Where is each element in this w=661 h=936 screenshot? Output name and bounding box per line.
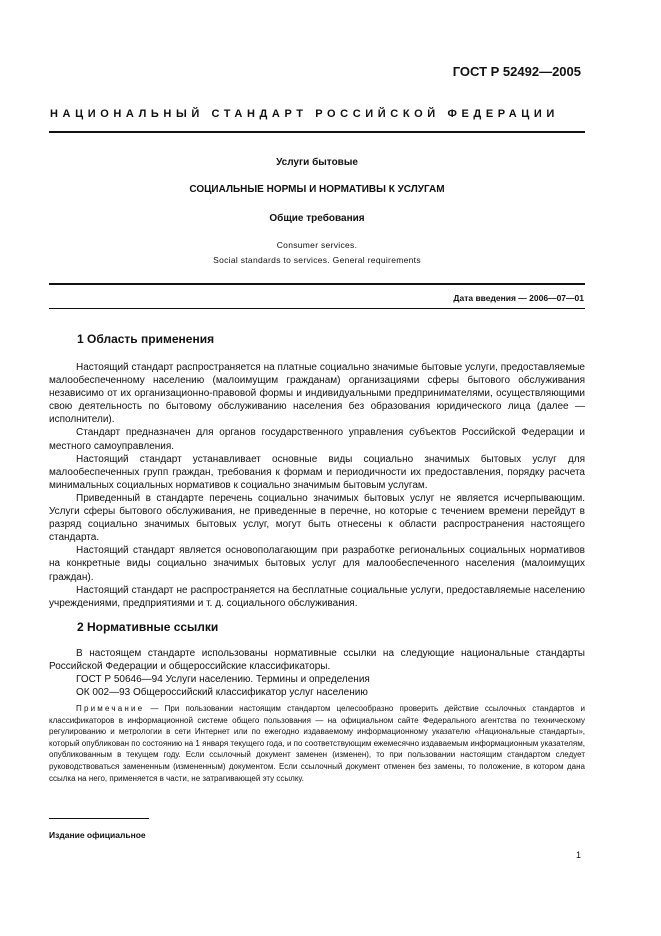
title-main: СОЦИАЛЬНЫЕ НОРМЫ И НОРМАТИВЫ К УСЛУГАМ [189,184,445,195]
paragraph: Настоящий стандарт не распространяется на бесплатные социальные услуги, предоставляемые населению учреждениями, предприятиями и т. д. социального обслуживания. [49,584,585,609]
title-english-line2: Social standards to services. General requirements [213,255,421,265]
header-divider [49,131,585,133]
footnote-divider [49,818,149,819]
title-english-line1: Consumer services. [276,240,358,250]
section-1-heading: 1 Область применения [77,332,215,346]
section-2-body [49,647,585,699]
note-text: — При пользовании настоящим стандартом целесообразно проверить действие ссылочных стандартов и классификаторов в информационной системе общего пользования — на официальном сайте Федерального агентства по техническому регулированию и метрологии в сети Интернет или по ежегодно издаваемому информационному указателю «Национальные стандарты», который опубликован по состоянию на 1 января текущего года, и по соответствующим ежемесячно издаваемым информационным указателям, опубликованным в текущем году. Если ссылочный документ заменен (изменен), то при пользовании настоящим стандартом следует руководствоваться замененным (измененным) документом. Если ссылочный документ отменен без замены, то положение, в котором дана ссылка на него, применяется в части, не затрагивающей эту ссылку. [49,704,585,783]
paragraph: Настоящий стандарт устанавливает основные виды социально значимых бытовых услуг для малообеспеченных групп граждан, требования к формам и периодичности их предоставления, порядку расчета минимальных социальных нормативов к социально значимым бытовым услугам. [49,453,585,491]
note [49,703,585,784]
paragraph: Настоящий стандарт является основополагающим при разработке региональных социальных нормативов на конкретные виды социально значимых бытовых услуг для малообеспеченного населения (малоимущих граждан). [49,545,585,583]
section-2-heading: 2 Нормативные ссылки [77,620,219,634]
title-general: Общие требования [269,213,365,224]
introduction-date: Дата введения — 2006—07—01 [453,293,584,303]
reference-item: ГОСТ Р 50646—94 Услуги населению. Термины и определения [76,674,370,686]
paragraph: Стандарт предназначен для органов государственного управления субъектов Российской Федерации и местного самоуправления. [49,427,585,452]
title-subject: Услуги бытовые [276,157,358,168]
paragraph: В настоящем стандарте использованы нормативные ссылки на следующие национальные стандарты Российской Федерации и общероссийские классификаторы. [49,648,585,673]
section-1-body [49,361,585,610]
title-divider [49,283,585,285]
paragraph: Настоящий стандарт распространяется на платные социально значимые бытовые услуги, предоставляемые малообеспеченному населению (малоимущим гражданам) организациями сферы бытового обслуживания независимо от их организационно-правовой формы и индивидуальными предпринимателями, осуществляющими свою деятельность по бытовому обслуживанию населения без образования юридического лица (далее — исполнители). [49,362,585,426]
reference-item: ОК 002—93 Общероссийский классификатор услуг населению [76,687,368,699]
national-standard-banner: НАЦИОНАЛЬНЫЙ СТАНДАРТ РОССИЙСКОЙ ФЕДЕРАЦИИ [50,108,559,120]
document-number: ГОСТ Р 52492—2005 [452,64,581,79]
page-number: 1 [575,850,581,860]
date-divider [49,308,585,309]
edition-label: Издание официальное [49,830,146,840]
paragraph: Приведенный в стандарте перечень социально значимых бытовых услуг не является исчерпывающим. Услуги сферы бытового обслуживания, не приведенные в перечне, но которые с течением времени перейдут в разряд социально значимых бытовых услуг, могут быть отнесены к области распространения настоящего стандарта. [49,492,585,544]
note-label: Примечание [76,704,145,713]
